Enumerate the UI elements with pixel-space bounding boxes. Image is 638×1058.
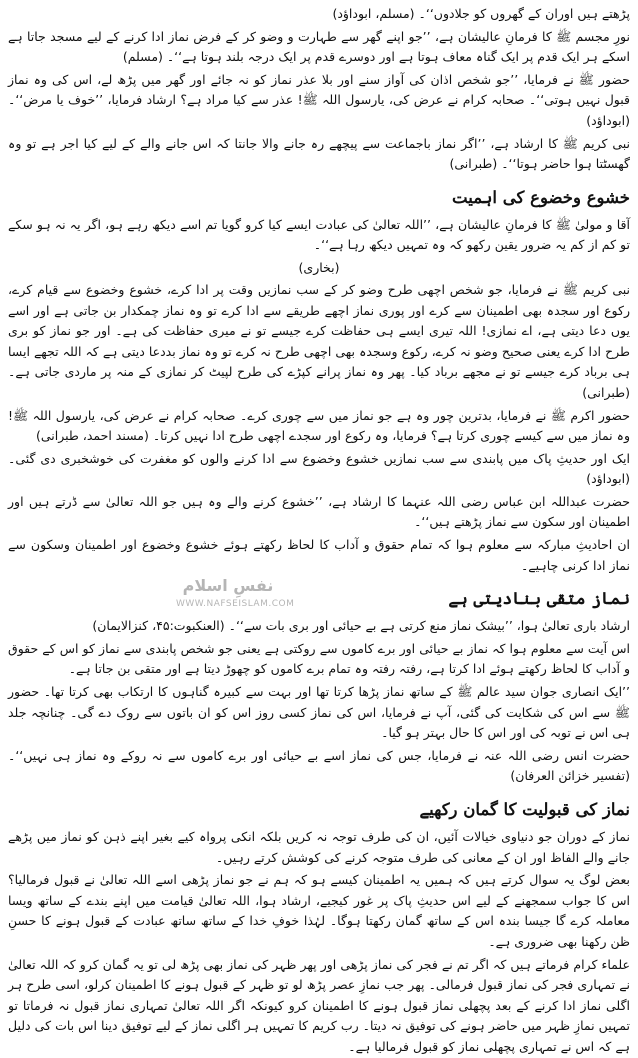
muttaqi-paragraph-1: ارشاد باری تعالیٰ ہوا، ’’بیشک نماز منع کرتی ہے بے حیائی اور بری بات سے‘‘۔ (العنکبوت:۴۵، کنزالایمان) <box>92 618 630 634</box>
khushu-reference: (بخاری) <box>298 259 340 275</box>
watermark-url: WWW.NAFSEISLAM.COM <box>176 599 295 609</box>
heading-muttaqi: نماز متقی بنادیتی ہے <box>448 589 630 609</box>
watermark-logo <box>176 576 295 620</box>
paragraph-1: پڑھتے ہیں اوران کے گھروں کو جلادوں‘‘۔ (مسلم، ابوداؤد) <box>332 6 630 21</box>
khushu-paragraph-5: حضرت عبداللہ ابن عباس رضی اللہ عنہما کا ارشاد ہے، ’’خشوع کرنے والے وہ ہیں جو اللہ تعالیٰ سے ڈرتے ہیں اور اطمینان اور سکون سے نماز پڑھتے ہیں‘‘۔ <box>8 493 630 530</box>
khushu-paragraph-3: حضور اکرم ﷺ نے فرمایا، بدترین چور وہ ہے جو نماز میں سے چوری کرے۔ صحابہ کرام نے عرض کی، یارسول اللہ ﷺ! وہ نماز میں سے کیسے چوری کرتا ہے؟ فرمایا، وہ رکوع اور سجدے اچھی طرح ادا نہیں کرتا۔ (مسند احمد، طبرانی) <box>8 407 630 444</box>
watermark-urdu: نفسِ اسلام <box>182 576 274 595</box>
khushu-paragraph-1: آقا و مولیٰ ﷺ کا فرمانِ عالیشان ہے، ’’اللہ تعالیٰ کی عبادت ایسے کیا کرو گویا تم اسے دیکھ رہے ہو، اگر یہ نہ ہو سکے تو کم از کم یہ ضرور یقین رکھو کہ وہ تمہیں دیکھ رہا ہے‘‘۔ <box>8 216 630 253</box>
muttaqi-paragraph-4: حضرت انس رضی اللہ عنہ نے فرمایا، جس کی نماز اسے بے حیائی اور برے کاموں سے نہ روکے وہ نماز ہی نہیں‘‘۔ (تفسیر خزائن العرفان) <box>8 747 630 784</box>
paragraph-4: نبی کریم ﷺ کا ارشاد ہے، ’’اگر نماز باجماعت سے پیچھے رہ جانے والا جانتا کہ اس جانے والے کے لیے کیا اجر ہے تو وہ گھسٹتا ہوا حاضر ہوتا‘‘۔ (طبرانی) <box>8 135 630 172</box>
khushu-paragraph-6: ان احادیثِ مبارکہ سے معلوم ہوا کہ تمام حقوق و آداب کا لحاظ رکھتے ہوئے خشوع وخضوع اور اطمینان وسکون سے نماز ادا کرنی چاہیے۔ <box>8 537 630 573</box>
paragraph-3: حضور ﷺ نے فرمایا، ’’جو شخص اذان کی آواز سنے اور بلا عذر نماز کو نہ جائے اور گھر میں پڑھ لے، اس کی وہ نماز قبول نہیں ہوتی‘‘۔ صحابہ کرام نے عرض کی، یارسول اللہ ﷺ! عذر سے کیا مراد ہے؟ ارشاد فرمایا، ’’خوف یا مرض‘‘۔ (ابوداؤد) <box>8 71 630 128</box>
heading-qabooliyat: نماز کی قبولیت کا گمان رکھیے <box>419 800 630 819</box>
heading-khushu: خشوع وخضوع کی اہمیت <box>452 187 630 207</box>
qabooliyat-paragraph-1: نماز کے دوران جو دنیاوی خیالات آئیں، ان کی طرف توجہ نہ کریں بلکہ انکی پرواہ کیے بغیر اپنے ذہن کو نماز میں پڑھے جانے والے الفاظ اور ان کے معانی کی طرف متوجہ کرنے کی کوشش کرتے رہیں۔ <box>8 829 630 865</box>
muttaqi-paragraph-2: اس آیت سے معلوم ہوا کہ نماز بے حیائی اور برے کاموں سے روکتی ہے یعنی جو شخص پابندی سے نماز کو اس کے حقوق و آداب کا لحاظ رکھتے ہوئے ادا کرتا ہے، رفتہ رفتہ وہ تمام برے کاموں کو چھوڑ دیتا ہے اور متقی بن جاتا ہے۔ <box>8 640 630 677</box>
qabooliyat-paragraph-2: بعض لوگ یہ سوال کرتے ہیں کہ ہمیں یہ اطمینان کیسے ہو کہ ہم نے جو نماز پڑھی اسے اللہ تعالیٰ نے قبول فرمالیا؟ اس کا جواب سمجھنے کے لیے اس حدیثِ پاک پر غور کیجیے، ارشاد ہوا، اللہ تعالیٰ قیامت میں اپنے بندے کے ساتھ ویسا معاملہ کرے گا جیسا بندہ اس کے ساتھ گمان رکھتا ہوگا۔ لہٰذا خوفِ خدا کے ساتھ ساتھ عبادت کے قبول ہونے کا حسنِ ظن رکھنا بھی ضروری ہے۔ <box>8 872 630 949</box>
qabooliyat-paragraph-3: علماء کرام فرماتے ہیں کہ اگر تم نے فجر کی نماز پڑھی اور پھر ظہر کی نماز بھی پڑھ لی تو یہ گمان کرو کہ اللہ تعالیٰ نے تمہاری فجر کی نماز قبول فرمالی۔ پھر جب نمازِ عصر پڑھ لو تو ظہر کے قبول ہونے کا اطمینان کرلو، اسی طرح ہر اگلی نماز ادا کرنے کے بعد پچھلی نماز قبول ہونے کا اطمینان کرو کیونکہ اگر اللہ تعالیٰ تمہاری نماز قبول نہ فرماتا تو تمہیں نمازِ ظہر میں حاضر ہونے کی توفیق نہ دیتا۔ رب کریم کا تمہیں ہر اگلی نماز کے لیے توفیق دینا اس بات کی دلیل ہے کہ اس نے تمہاری پچھلی نماز کو قبول فرمالیا ہے۔ <box>8 956 630 1054</box>
khushu-paragraph-2: نبی کریم ﷺ نے فرمایا، جو شخص اچھی طرح وضو کر کے سب نمازیں وقت پر ادا کرے، خشوع وخضوع سے قیام کرے، رکوع اور سجدہ بھی اطمینان سے کرے اور پوری نماز اچھے طریقے سے ادا کرے تو وہ نماز چمکدار بن جاتی ہے اور اسے یوں دعا دیتی ہے، اے نمازی! اللہ تیری ایسے ہی حفاظت کرے جیسے تو نے میری حفاظت کی ہے۔ اور جو نماز کو بری طرح ادا کرے یعنی صحیح وضو نہ کرے، رکوع وسجدہ بھی اچھی طرح نہ کرے تو وہ نماز بددعا دیتی ہے کہ اللہ تجھے ایسا ہی برباد کرے جیسے تو نے مجھے برباد کیا۔ پھر وہ نماز پرانے کپڑے کی طرح لپیٹ کر نمازی کے منہ پر ماردی جاتی ہے۔ (طبرانی) <box>8 281 630 400</box>
khushu-paragraph-4: ایک اور حدیثِ پاک میں پابندی سے سب نمازیں خشوع وخضوع سے ادا کرنے والوں کو مغفرت کی خوشخبری دی گئی۔ (ابوداؤد) <box>8 450 630 487</box>
paragraph-2: نورِ مجسم ﷺ کا فرمانِ عالیشان ہے، ’’جو اپنے گھر سے طہارت و وضو کر کے فرض نماز ادا کرنے کے لیے مسجد جاتا ہے اسکے ہر ایک قدم پر ایک گناہ معاف ہوتا ہے اور دوسرے قدم پر ایک درجہ بلند ہوتا ہے‘‘۔ (مسلم) <box>8 28 630 65</box>
muttaqi-paragraph-3: ’’ایک انصاری جوان سید عالم ﷺ کے ساتھ نماز پڑھا کرتا تھا اور بہت سے کبیرہ گناہوں کا ارتکاب بھی کرتا تھا۔ حضور ﷺ سے اس کی شکایت کی گئی، آپ نے فرمایا، اس کی نماز کسی روز اس کو ان باتوں سے روک دے گی۔ چنانچہ جلد ہی اس نے توبہ کی اور اس کا حال بہتر ہو گیا۔ <box>8 684 630 741</box>
